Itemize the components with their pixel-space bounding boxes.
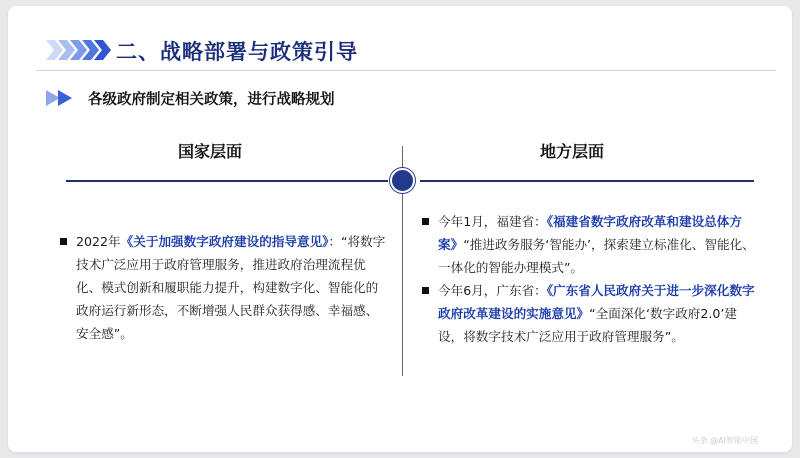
bullet-square-icon bbox=[60, 238, 67, 245]
slide bbox=[8, 6, 792, 452]
left-divider bbox=[66, 180, 388, 182]
list-item bbox=[422, 210, 762, 279]
subheading-text: 各级政府制定相关政策，进行战略规划 bbox=[88, 92, 335, 108]
item-text: “全面深化‘数字政府2.0’建设，将数字技术广泛应用于政府管理服务”。 bbox=[438, 306, 738, 344]
policy-document-title: 《关于加强数字政府建设的指导意见》 bbox=[120, 234, 329, 249]
national-level-title: 国家层面 bbox=[178, 142, 243, 161]
bullet-square-icon bbox=[422, 287, 429, 294]
watermark: 头条 @AI智能中国 bbox=[691, 436, 758, 445]
policy-document-title: 《福建省数字政府改革和建设总体方案》 bbox=[438, 214, 742, 252]
local-level-title: 地方层面 bbox=[540, 142, 605, 161]
list-item bbox=[60, 230, 388, 345]
subheading bbox=[46, 86, 746, 110]
item-prefix: 今年1月，福建省： bbox=[438, 214, 547, 229]
header bbox=[8, 30, 792, 70]
local-policy-list bbox=[422, 210, 762, 348]
national-policy-list bbox=[60, 230, 388, 345]
item-text: “推进政务服务‘智能办’，探索建立标准化、智能化、一体化的智能办理模式”。 bbox=[438, 237, 755, 275]
bullet-square-icon bbox=[422, 218, 429, 225]
item-prefix: 今年6月，广东省： bbox=[438, 283, 547, 298]
center-dot-icon bbox=[390, 168, 415, 193]
chevrons-icon bbox=[46, 40, 112, 60]
title-divider bbox=[36, 70, 776, 71]
page-title: 二、战略部署与政策引导 bbox=[116, 40, 358, 64]
policy-document-title: 《广东省人民政府关于进一步深化数字政府改革建设的实施意见》 bbox=[438, 283, 755, 321]
item-prefix: 2022年 bbox=[76, 234, 121, 249]
double-arrow-icon bbox=[46, 88, 76, 108]
item-text: ：“将数字技术广泛应用于政府管理服务，推进政府治理流程优化、模式创新和履职能力提升，构建数字化、智能化的政府运行新形态，不断增强人民群众获得感、幸福感、安全感”。 bbox=[76, 234, 386, 341]
list-item bbox=[422, 279, 762, 348]
right-divider bbox=[420, 180, 754, 182]
